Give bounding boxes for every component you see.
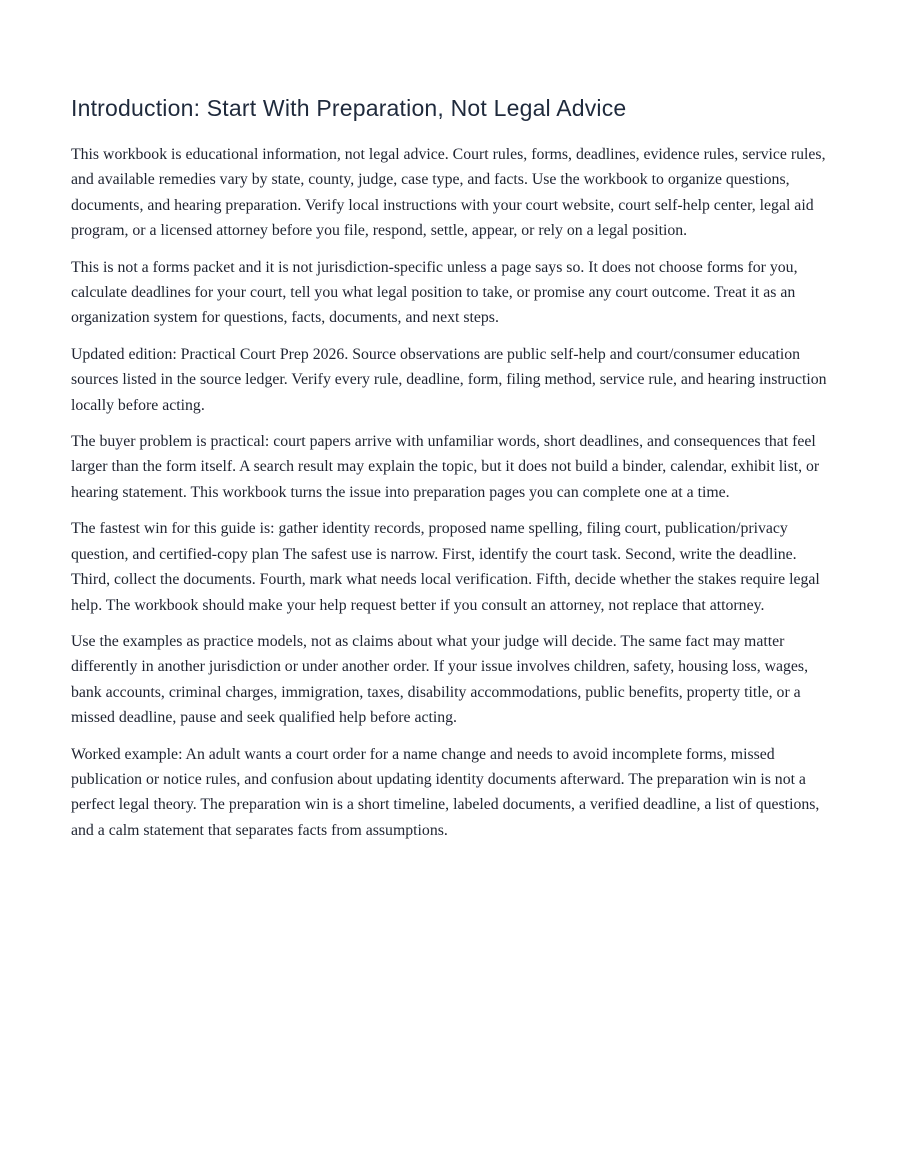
paragraph-worked-example: Worked example: An adult wants a court order for a name change and needs to avoid incomplete forms, missed publication or notice rules, and confusion about updating identity documents afterward. The preparation win is not a perfect legal theory. The preparation win is a short timeline, labeled documents, a verified deadline, a list of questions, and a calm statement that separates facts from assumptions.: [71, 745, 820, 839]
paragraph-scope: This is not a forms packet and it is not jurisdiction-specific unless a page says so. It does not choose forms for you, calculate deadlines for your court, tell you what legal position to take, or promise any court outcome. Treat it as an organization system for questions, facts, documents, and next steps.: [71, 258, 798, 327]
paragraph-buyer-problem: The buyer problem is practical: court papers arrive with unfamiliar words, short deadlines, and consequences that feel larger than the form itself. A search result may explain the topic, but it does not build a binder, calendar, exhibit list, or hearing statement. This workbook turns the issue into preparation pages you can complete one at a time.: [71, 433, 820, 501]
paragraph-edition: Updated edition: Practical Court Prep 2026. Source observations are public self-help and court/consumer education sources listed in the source ledger. Verify every rule, deadline, form, filing method, service rule, and hearing instruction locally before acting.: [71, 345, 827, 414]
paragraph-examples: Use the examples as practice models, not as claims about what your judge will decide. The same fact may matter differently in another jurisdiction or under another order. If your issue involves children, safety, housing loss, wages, bank accounts, criminal charges, immigration, taxes, disability accommodations, public benefits, property title, or a missed deadline, pause and seek qualified help before acting.: [71, 632, 809, 727]
paragraph-fastest-win: The fastest win for this guide is: gather identity records, proposed name spelling, filing court, publication/privacy question, and certified-copy plan The safest use is narrow. First, identify the court task. Second, write the deadline. Third, collect the documents. Fourth, mark what needs local verification. Fifth, decide whether the stakes require legal help. The workbook should make your help request better if you consult an attorney, not replace that attorney.: [71, 520, 820, 614]
page-title: Introduction: Start With Preparation, Not Legal Advice: [71, 95, 627, 121]
paragraph-disclaimer: This workbook is educational information, not legal advice. Court rules, forms, deadlines, evidence rules, service rules, and available remedies vary by state, county, judge, case type, and facts. Use the workbook to organize questions, documents, and hearing preparation. Verify local instructions with your court website, court self-help center, legal aid program, or a licensed attorney before you file, respond, settle, appear, or rely on a legal position.: [71, 146, 826, 240]
